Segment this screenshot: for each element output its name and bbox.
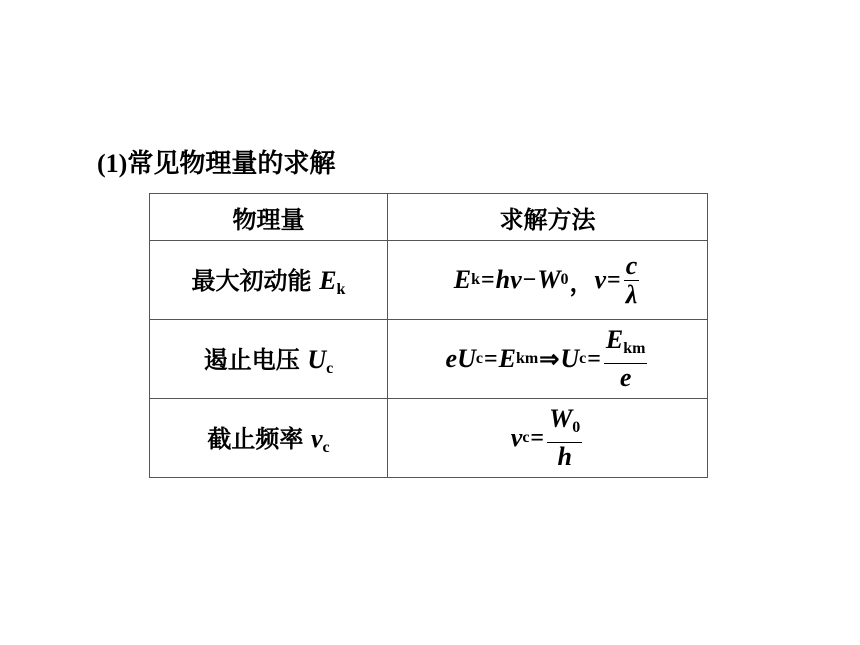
formula-cell <box>388 241 708 320</box>
section-number: (1) <box>97 149 128 178</box>
formula: e U c = E km ⇒ U c = $\frac{E_{km}}{e}$ <box>445 325 646 392</box>
fraction: $\frac{E_{km}}{e}$ <box>605 325 646 392</box>
quantity-subscript: c <box>322 439 330 456</box>
table-header-row <box>150 194 708 241</box>
quantity-subscript: k <box>336 281 346 298</box>
quantity-symbol: U <box>307 345 327 374</box>
formula-cell <box>388 320 708 399</box>
formula-cell <box>388 399 708 478</box>
table-row <box>150 320 708 399</box>
physics-quantity-table <box>149 193 708 478</box>
quantity-subscript: c <box>326 360 334 377</box>
formula: ν c = $\frac{W_0}{h}$ <box>510 404 581 471</box>
header-quantity: 物理量 <box>150 194 388 241</box>
formula: E k = hν − W 0 ， ν = $\frac{c}{\lambda}$ <box>453 250 638 309</box>
quantity-label: 最大初动能 <box>191 266 312 295</box>
quantity-label: 遏止电压 <box>203 345 300 374</box>
quantity-label: 截止频率 <box>207 424 304 453</box>
fraction: $\frac{c}{\lambda}$ <box>625 250 638 309</box>
header-method: 求解方法 <box>388 194 708 241</box>
table-row <box>150 241 708 320</box>
quantity-symbol: E <box>319 266 337 295</box>
fraction: $\frac{W_0}{h}$ <box>549 404 581 471</box>
quantity-symbol: ν <box>310 424 323 453</box>
quantity-cell <box>150 399 388 478</box>
section-title: 常见物理量的求解 <box>127 149 336 179</box>
table-row <box>150 399 708 478</box>
section-heading <box>97 147 335 181</box>
quantity-cell <box>150 241 388 320</box>
quantity-cell <box>150 320 388 399</box>
